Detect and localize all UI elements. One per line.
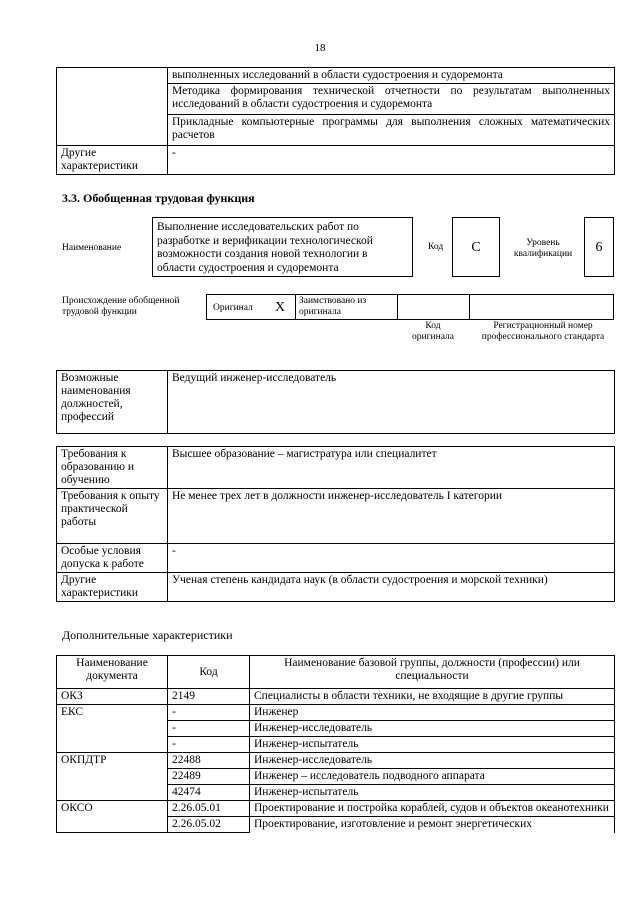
- knowledge-table: [56, 67, 615, 175]
- header-name: Наименование базовой группы, должности (профессии) или специальности: [250, 656, 615, 689]
- education-value: Высшее образование – магистратура или специалитет: [168, 447, 615, 489]
- doc-name: ОКЗ: [57, 689, 168, 705]
- header-code: Код: [168, 656, 250, 689]
- qualification-level-label: Уровень квалификации: [513, 238, 573, 259]
- code-cell: 22489: [168, 769, 250, 785]
- qualification-level-box: [584, 217, 614, 277]
- code-cell: -: [168, 737, 250, 753]
- positions-table: [56, 370, 615, 434]
- other-characteristics-label: Другие характеристики: [57, 146, 168, 175]
- page-number: 18: [314, 42, 326, 54]
- doc-name: ОКПДТР: [57, 753, 168, 801]
- other-characteristics-value: Ученая степень кандидата наук (в области судостроения и морской техники): [168, 573, 615, 602]
- name-cell: Инженер: [250, 705, 615, 721]
- header-document: Наименование документа: [57, 656, 168, 689]
- table-row: [57, 801, 615, 817]
- function-name-box: [152, 217, 413, 277]
- function-name: Выполнение исследовательских работ по разработке и верификации технологической возможности создания новой технологии в области судостроения и судоремонта: [157, 221, 373, 274]
- table-row: [57, 689, 615, 705]
- name-label: Наименование: [62, 243, 122, 253]
- original-mark: X: [275, 300, 286, 315]
- positions-value: Ведущий инженер-исследователь: [168, 371, 615, 434]
- borrowed-label: Заимствовано из оригинала: [299, 296, 367, 317]
- other-characteristics-label: Другие характеристики: [57, 573, 168, 602]
- code-cell: 2.26.05.01: [168, 801, 250, 817]
- section-title: 3.3. Обобщенная трудовая функция: [62, 191, 255, 205]
- code-label: Код: [428, 242, 444, 252]
- code-cell: 2149: [168, 689, 250, 705]
- extra-title: Дополнительные характеристики: [62, 628, 233, 642]
- name-cell: Инженер-исследователь: [250, 721, 615, 737]
- code-cell: 42474: [168, 785, 250, 801]
- code-cell: 22488: [168, 753, 250, 769]
- doc-name: ЕКС: [57, 705, 168, 753]
- name-cell: Специалисты в области техники, не входящие в другие группы: [250, 689, 615, 705]
- name-cell: Инженер-исследователь: [250, 753, 615, 769]
- name-cell: Инженер-испытатель: [250, 785, 615, 801]
- education-label: Требования к образованию и обучению: [57, 447, 168, 489]
- name-cell: Проектирование и постройка кораблей, судов и объектов океанотехники: [250, 801, 615, 817]
- requirements-table: [56, 446, 615, 602]
- code-cell: -: [168, 721, 250, 737]
- table-row: [57, 705, 615, 721]
- experience-value: Не менее трех лет в должности инженер-исследователь I категории: [168, 489, 615, 544]
- table-row: [57, 753, 615, 769]
- special-conditions-label: Особые условия допуска к работе: [57, 544, 168, 573]
- positions-label: Возможные наименования должностей, профессий: [57, 371, 168, 434]
- origin-box: [206, 294, 614, 320]
- code-box: [452, 217, 500, 277]
- knowledge-row: Прикладные компьютерные программы для выполнения сложных математических расчетов: [168, 115, 615, 146]
- special-conditions-value: -: [168, 544, 615, 573]
- name-cell: Инженер-испытатель: [250, 737, 615, 753]
- code-original-caption: Код оригинала: [412, 321, 454, 342]
- extra-table: [56, 655, 615, 833]
- knowledge-row: Методика формирования технической отчетности по результатам выполненных исследований в области судостроения и судоремонта: [168, 84, 615, 115]
- code-cell: -: [168, 705, 250, 721]
- other-characteristics-value: -: [168, 146, 615, 175]
- name-cell: Инженер – исследователь подводного аппарата: [250, 769, 615, 785]
- function-code: C: [471, 240, 481, 255]
- knowledge-row: выполненных исследований в области судостроения и судоремонта: [168, 68, 615, 84]
- original-label: Оригинал: [213, 303, 253, 313]
- registration-number-caption: Регистрационный номер профессионального стандарта: [481, 321, 605, 342]
- code-cell: 2.26.05.02: [168, 817, 250, 833]
- doc-name: ОКСО: [57, 801, 168, 833]
- name-cell: Проектирование, изготовление и ремонт энергетических: [250, 817, 615, 833]
- experience-label: Требования к опыту практической работы: [57, 489, 168, 544]
- origin-label: Происхождение обобщенной трудовой функции: [62, 296, 180, 317]
- qualification-level: 6: [595, 240, 603, 255]
